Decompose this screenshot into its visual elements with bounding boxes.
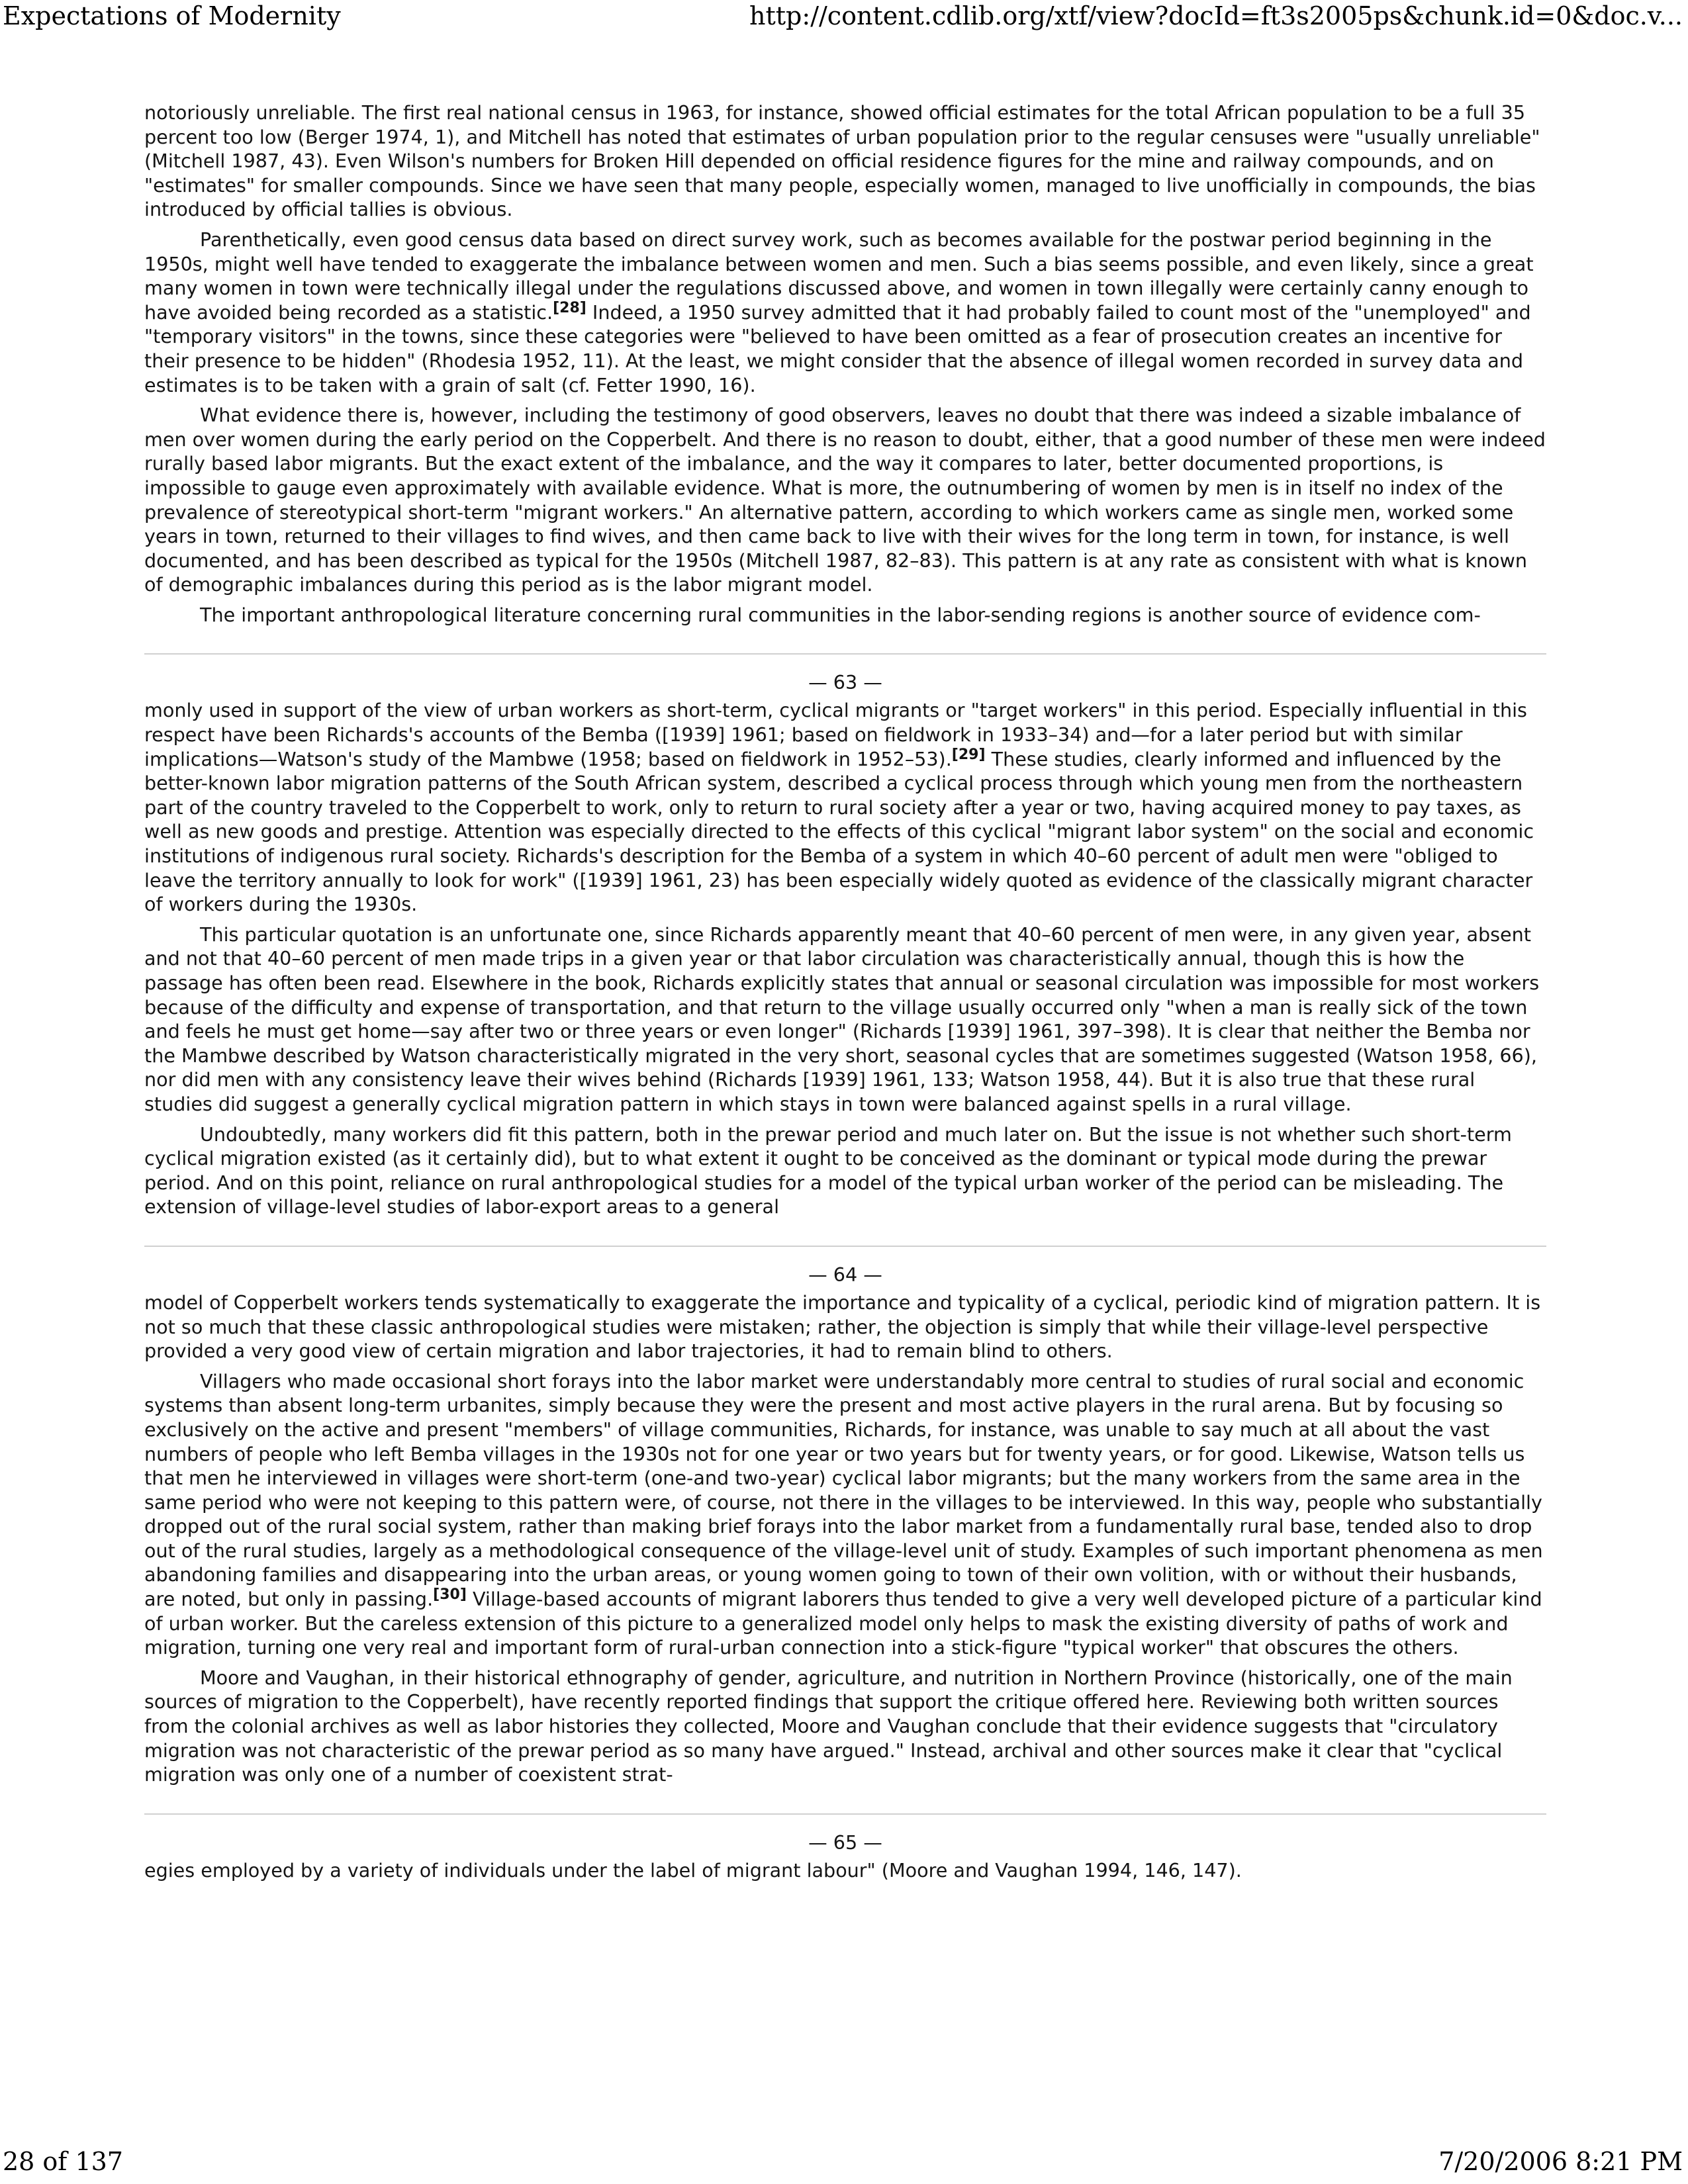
footnote-link-30[interactable]: [30] <box>433 1586 467 1604</box>
source-url[interactable]: http://content.cdlib.org/xtf/view?docId=ft3s2005ps&chunk.id=0&doc.v... <box>749 1 1683 30</box>
page-count: 28 of 137 <box>3 2147 123 2176</box>
page-number: — 64 — <box>808 1263 882 1286</box>
page-break-63 <box>144 653 1546 694</box>
paragraph: notoriously unreliable. The first real national census in 1963, for instance, showed official estimates for the total African population to be a full 35 percent too low (Berger 1974, 1), and Mitchell has noted that estimates of urban population prior to the regular censuses were "usually unreliable" (Mitchell 1987, 43). Even Wilson's numbers for Broken Hill depended on official residence figures for the mine and railway compounds, and on "estimates" for smaller compounds. Since we have seen that many people, especially women, managed to live unofficially in compounds, the bias introduced by official tallies is obvious. <box>144 101 1540 221</box>
paragraph-text: Indeed, a 1950 survey admitted that it had probably failed to count most of the "unemployed" and "temporary visitors" in the towns, since these categories were "believed to have been omitted as a fear of prosecution creates an incentive for their presence to be hidden" (Rhodesia 1952, 11). At the least, we might consider that the absence of illegal women recorded in survey data and estimates is to be taken with a grain of salt (cf. Fetter 1990, 16). <box>144 300 1531 396</box>
print-footer <box>0 2147 1688 2184</box>
paragraph: What evidence there is, however, including the testimony of good observers, leaves no doubt that there was indeed a sizable imbalance of men over women during the early period on the Copperbelt. And there is no reason to doubt, either, that a good number of these men were indeed rurally based labor migrants. But the exact extent of the imbalance, and the way it compares to later, better documented proportions, is impossible to gauge even approximately with available evidence. What is more, the outnumbering of women by men is in itself no index of the prevalence of stereotypical short-term "migrant workers." An alternative pattern, according to which workers came as single men, worked some years in town, returned to their villages to find wives, and then came back to live with their wives for the long term in town, for instance, is well documented, and has been described as typical for the 1950s (Mitchell 1987, 82–83). This pattern is at any rate as consistent with what is known of demographic imbalances during this period as is the labor migrant model. <box>144 404 1546 596</box>
paragraph: Moore and Vaughan, in their historical ethnography of gender, agriculture, and nutrition in Northern Province (historically, one of the main sources of migration to the Copperbelt), have recently reported findings that support the critique offered here. Reviewing both written sources from the colonial archives as well as labor histories they collected, Moore and Vaughan conclude that their evidence suggests that "circulatory migration was not characteristic of the prewar period as so many have argued." Instead, archival and other sources make it clear that "cyclical migration was only one of a number of coexistent strat- <box>144 1666 1513 1786</box>
paragraph-text: Villagers who made occasional short forays into the labor market were understandably more central to studies of rural social and economic systems than absent long-term urbanites, simply because they were the present and most active players in the rural arena. But by focusing so exclusively on the active and present "members" of village communities, Richards, for instance, was unable to say much at all about the vast numbers of people who left Bemba villages in the 1930s not for one year or two years but for twenty years, or for good. Likewise, Watson tells us that men he interviewed in villages were short-term (one-and two-year) cyclical labor migrants; but the many workers from the same area in the same period who were not keeping to this pattern were, of course, not there in the villages to be interviewed. In this way, people who substantially dropped out of the rural social system, rather than making brief forays into the labor market from a fundamentally rural base, tended also to drop out of the rural studies, largely as a methodological consequence of the village-level unit of study. Examples of such important phenomena as men abandoning families and disappearing into the urban areas, or young women going to town of their own volition, with or without their husbands, are noted, but only in passing. <box>144 1369 1543 1611</box>
paragraph-text: monly used in support of the view of urban workers as short-term, cyclical migrants or "target workers" in this period. Especially influential in this respect have been Richards's accounts of the Bemba ([1939] 1961; based on fieldwork in 1933–34) and—for a later period but with similar implications—Watson's study of the Mambwe (1958; based on fieldwork in 1952–53). <box>144 699 1527 770</box>
page-divider <box>144 1813 1546 1815</box>
print-timestamp: 7/20/2006 8:21 PM <box>1438 2147 1683 2176</box>
paragraph <box>144 228 1546 397</box>
paragraph-text: Village-based accounts of migrant laborers thus tended to give a very well developed picture of a particular kind of urban worker. But the careless extension of this picture to a generalized model only helps to mask the existing diversity of paths of work and migration, turning one very real and important form of rural-urban connection into a stick-figure "typical worker" that obscures the others. <box>144 1588 1542 1659</box>
paragraph: Undoubtedly, many workers did fit this pattern, both in the prewar period and much later on. But the issue is not whether such short-term cyclical migration existed (as it certainly did), but to what extent it ought to be conceived as the dominant or typical mode during the prewar period. And on this point, reliance on rural anthropological studies for a model of the typical urban worker of the period can be misleading. The extension of village-level studies of labor-export areas to a general <box>144 1122 1512 1218</box>
footnote-link-28[interactable]: [28] <box>553 299 586 316</box>
paragraph: egies employed by a variety of individuals under the label of migrant labour" (Moore and Vaughan 1994, 146, 147). <box>144 1858 1242 1882</box>
paragraph-text: Parenthetically, even good census data based on direct survey work, such as becomes available for the postwar period beginning in the 1950s, might well have tended to exaggerate the imbalance between women and men. Such a bias seems possible, and even likely, since a great many women in town were technically illegal under the regulations discussed above, and women in town illegally were certainly canny enough to have avoided being recorded as a statistic. <box>144 228 1534 324</box>
page-number: — 63 — <box>808 671 882 694</box>
paragraph <box>144 698 1546 916</box>
page-divider <box>144 653 1546 655</box>
paragraph-text: These studies, clearly informed and influenced by the better-known labor migration patterns of the South African system, described a cyclical process through which young men from the northeastern part of the country traveled to the Copperbelt to work, only to return to rural society after a year or two, having acquired money to pay taxes, as well as new goods and prestige. Attention was especially directed to the effects of this cyclical "migrant labor system" on the social and economic institutions of indigenous rural society. Richards's description for the Bemba of a system in which 40–60 percent of adult men were "obliged to leave the territory annually to look for work" ([1939] 1961, 23) has been especially widely quoted as evidence of the classically migrant character of workers during the 1930s. <box>144 747 1534 916</box>
paragraph <box>144 1369 1546 1660</box>
paragraph: model of Copperbelt workers tends systematically to exaggerate the importance and typicality of a cyclical, periodic kind of migration pattern. It is not so much that these classic anthropological studies were mistaken; rather, the objection is simply that while their village-level perspective provided a very good view of certain migration and labor trajectories, it had to remain blind to others. <box>144 1291 1541 1363</box>
footnote-link-29[interactable]: [29] <box>951 746 986 763</box>
page-number: — 65 — <box>808 1831 882 1854</box>
page-divider <box>144 1246 1546 1247</box>
document-body <box>144 101 1546 1888</box>
document-title: Expectations of Modernity <box>3 1 341 30</box>
paragraph: The important anthropological literature concerning rural communities in the labor-sending regions is another source of evidence com- <box>200 603 1481 626</box>
page-break-65 <box>144 1813 1546 1854</box>
print-header <box>0 0 1688 40</box>
paragraph: This particular quotation is an unfortunate one, since Richards apparently meant that 40–60 percent of men were, in any given year, absent and not that 40–60 percent of men made trips in a given year or that labor circulation was characteristically annual, though this is how the passage has often been read. Elsewhere in the book, Richards explicitly states that annual or seasonal circulation was impossible for most workers because of the difficulty and expense of transportation, and that return to the village usually occurred only "when a man is really sick of the town and feels he must get home—say after two or three years or even longer" (Richards [1939] 1961, 397–398). It is clear that neither the Bemba nor the Mambwe described by Watson characteristically migrated in the very short, seasonal cycles that are sometimes suggested (Watson 1958, 66), nor did men with any consistency leave their wives behind (Richards [1939] 1961, 133; Watson 1958, 44). But it is also true that these rural studies did suggest a generally cyclical migration pattern in which stays in town were balanced against spells in a rural village. <box>144 923 1540 1115</box>
page-break-64 <box>144 1246 1546 1287</box>
